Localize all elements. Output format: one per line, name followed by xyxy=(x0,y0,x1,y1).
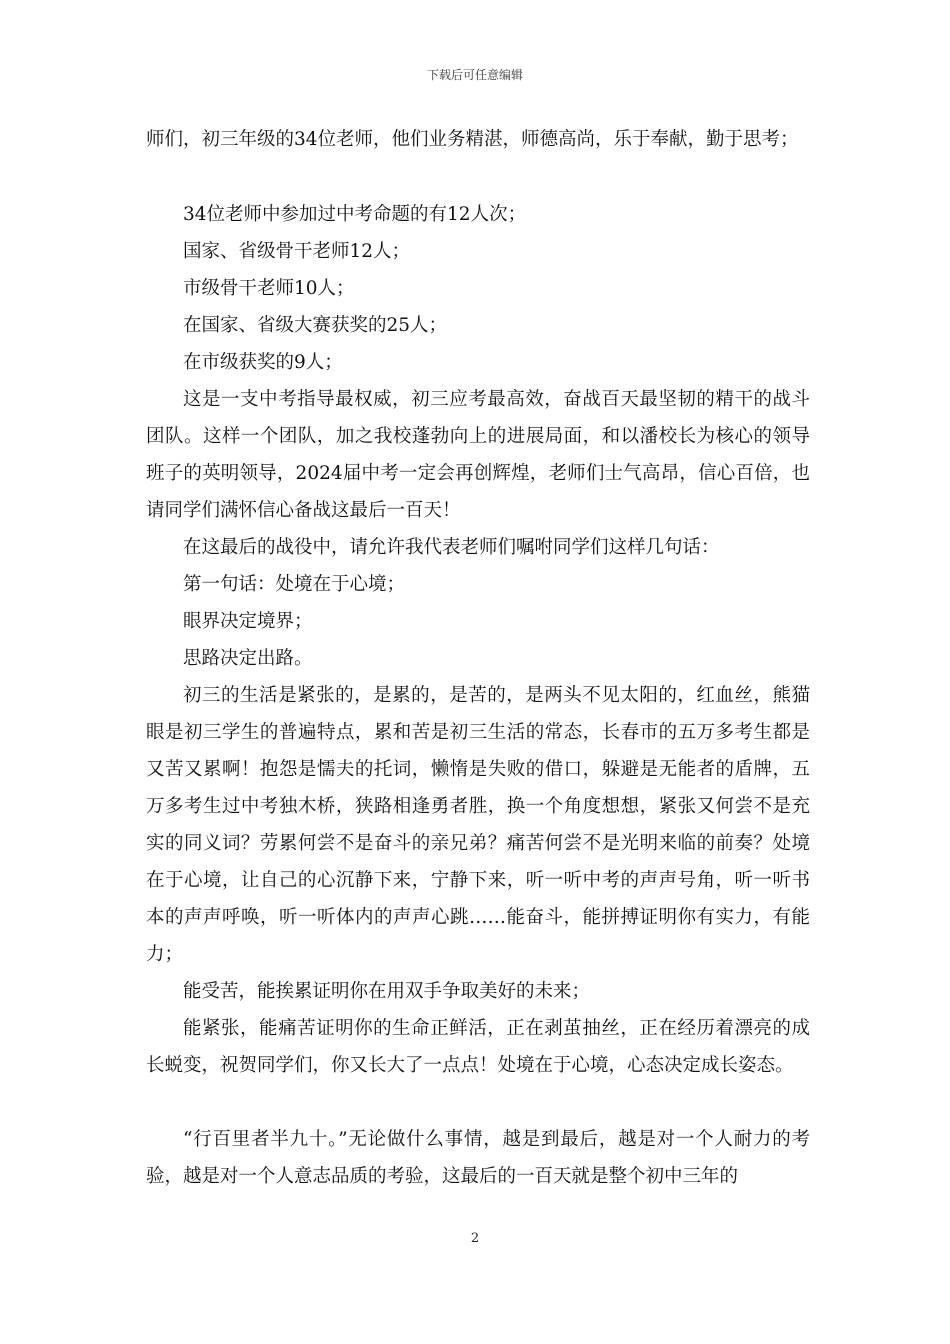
paragraph-continuation: 师们，初三年级的34位老师，他们业务精湛，师德高尚，乐于奉献，勤于思考； xyxy=(146,129,799,150)
page-header: 下载后可任意编辑 xyxy=(426,68,523,82)
paragraph-national-key-teachers: 国家、省级骨干老师12人； xyxy=(183,241,411,262)
paragraph-growth: 能紧张，能痛苦证明你的生命正鲜活，正在剥茧抽丝，正在经历着漂亮的成长蜕变，祝贺同学们，你又长大了一点点！处境在于心境，心态决定成长姿态。 xyxy=(146,1018,810,1076)
paragraph-national-award: 在国家、省级大赛获奖的25人； xyxy=(183,315,448,336)
paragraph-final-battle: 在这最后的战役中，请允许我代表老师们嘱咐同学们这样几句话： xyxy=(183,537,720,558)
paragraph-city-award: 在市级获奖的9人； xyxy=(183,352,343,373)
paragraph-endure-hardship: 能受苦，能挨累证明你在用双手争取美好的未来； xyxy=(183,981,591,1002)
page-number: 2 xyxy=(470,1231,480,1246)
paragraph-city-key-teachers: 市级骨干老师10人； xyxy=(183,278,355,299)
paragraph-vision: 眼界决定境界； xyxy=(183,611,313,632)
paragraph-team: 这是一支中考指导最权威，初三应考最高效，奋战百天最坚韧的精干的战斗团队。这样一个团队，加之我校蓬勃向上的进展局面，和以潘校长为核心的领导班子的英明领导，2024届中考一定会再创辉煌，老师们士气高昂，信心百倍，也请同学们满怀信心备战这最后一百天！ xyxy=(146,389,810,521)
paragraph-hundred-li: “行百里者半九十。”无论做什么事情，越是到最后，越是对一个人耐力的考验，越是对一个人意志品质的考验，这最后的一百天就是整个初中三年的 xyxy=(146,1129,810,1187)
paragraph-thinking: 思路决定出路。 xyxy=(183,648,313,669)
paragraph-first-saying: 第一句话：处境在于心境； xyxy=(183,574,406,595)
paragraph-exam-question-teachers: 34位老师中参加过中考命题的有12人次； xyxy=(183,204,527,225)
paragraph-junior-life: 初三的生活是紧张的，是累的，是苦的，是两头不见太阳的，红血丝，熊猫眼是初三学生的普遍特点，累和苦是初三生活的常态，长春市的五万多考生都是又苦又累啊！抱怨是懦夫的托词，懒惰是失败的借口，躲避是无能者的盾牌，五万多考生过中考独木桥，狭路相逢勇者胜，换一个角度想想，紧张又何尝不是充实的同义词？劳累何尝不是奋斗的亲兄弟？痛苦何尝不是光明来临的前奏？处境在于心境，让自己的心沉静下来，宁静下来，听一听中考的声声号角，听一听书本的声声呼唤，听一听体内的声声心跳……能奋斗，能拼搏证明你有实力，有能力； xyxy=(146,685,810,965)
